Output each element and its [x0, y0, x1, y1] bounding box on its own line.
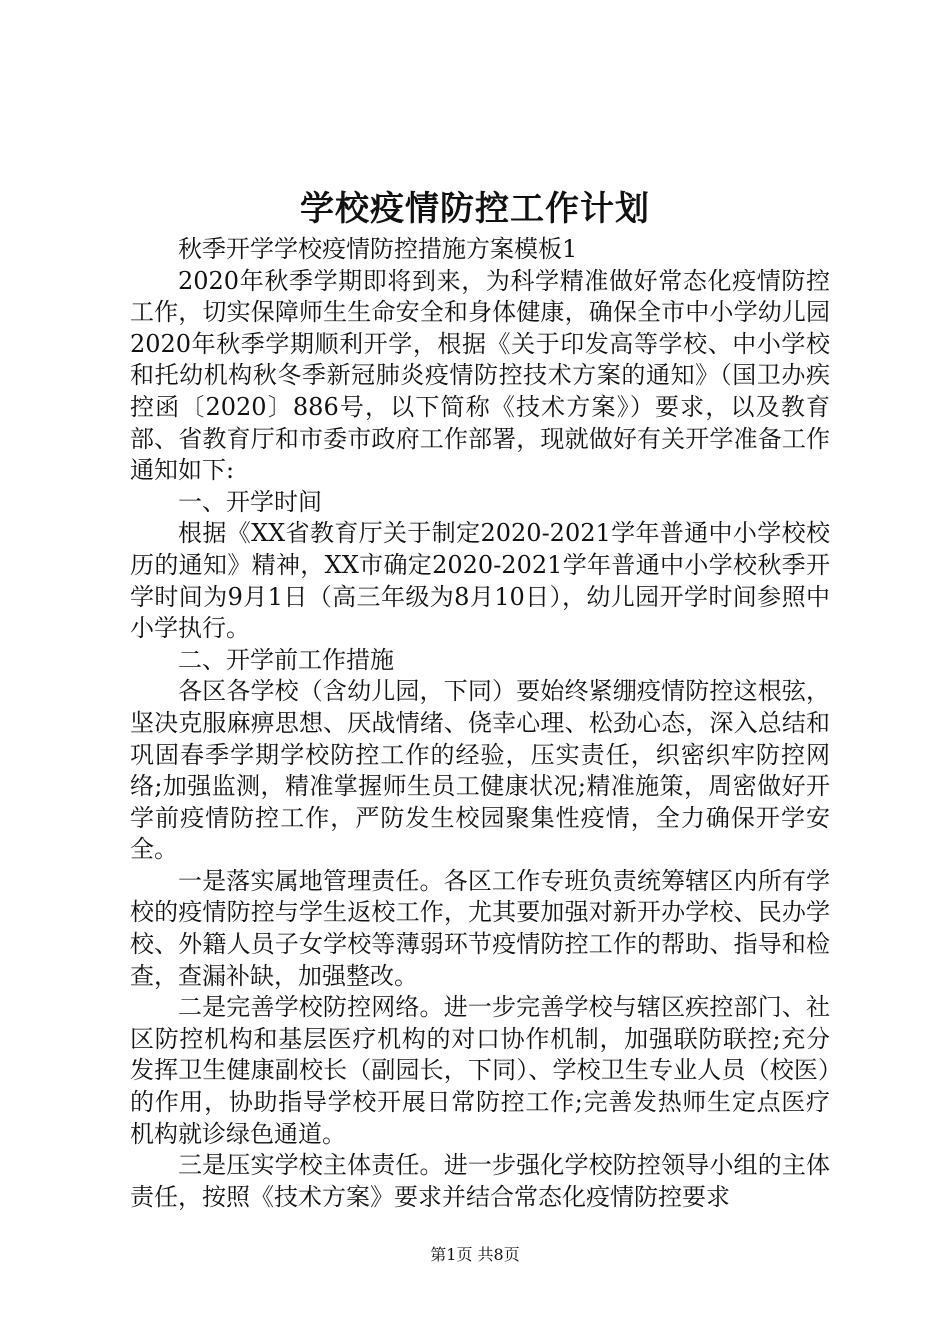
page-footer: 第1页 共8页: [430, 1245, 520, 1264]
paragraph-item-1: 一是落实属地管理责任。各区工作专班负责统筹辖区内所有学校的疫情防控与学生返校工作，尤其要加强对新开办学校、民办学校、外籍人员子女学校等薄弱环节疫情防控工作的帮助、指导和检查，查漏补缺，加强整改。: [130, 866, 830, 990]
paragraph-item-3: 三是压实学校主体责任。进一步强化学校防控领导小组的主体责任，按照《技术方案》要求并结合常态化疫情防控要求: [130, 1151, 830, 1211]
paragraph-pre-opening-measures: 各区各学校（含幼儿园，下同）要始终紧绷疫情防控这根弦，坚决克服麻痹思想、厌战情绪、侥幸心理、松劲心态，深入总结和巩固春季学期学校防控工作的经验，压实责任，织密织牢防控网络;加强监测，精准掌握师生员工健康状况;精准施策，周密做好开学前疫情防控工作，严防发生校园聚集性疫情，全力确保开学安全。: [130, 677, 830, 864]
document-title: 学校疫情防控工作计划: [300, 189, 650, 229]
section-heading-pre-opening-measures: 二、开学前工作措施: [178, 645, 394, 674]
section-heading-opening-time: 一、开学时间: [178, 487, 322, 516]
paragraph-item-2: 二是完善学校防控网络。进一步完善学校与辖区疾控部门、社区防控机构和基层医疗机构的对口协作机制，加强联防联控;充分发挥卫生健康副校长（副园长，下同）、学校卫生专业人员（校医）的作用，协助指导学校开展日常防控工作;完善发热师生定点医疗机构就诊绿色通道。: [130, 993, 830, 1148]
paragraph-subtitle: 秋季开学学校疫情防控措施方案模板1: [178, 235, 578, 263]
document-body: [130, 234, 830, 1213]
paragraph-intro: 2020年秋季学期即将到来，为科学精准做好常态化疫情防控工作，切实保障师生生命安全和身体健康，确保全市中小学幼儿园2020年秋季学期顺利开学，根据《关于印发高等学校、中小学校和托幼机构秋冬季新冠肺炎疫情防控技术方案的通知》（国卫办疾控函〔2020〕886号，以下简称《技术方案》）要求，以及教育部、省教育厅和市委市政府工作部署，现就做好有关开学准备工作通知如下:: [130, 266, 830, 485]
paragraph-opening-time: 根据《XX省教育厅关于制定2020-2021学年普通中小学校校历的通知》精神，XX市确定2020-2021学年普通中小学校秋季开学时间为9月1日（高三年级为8月10日），幼儿园开学时间参照中小学执行。: [130, 519, 830, 643]
